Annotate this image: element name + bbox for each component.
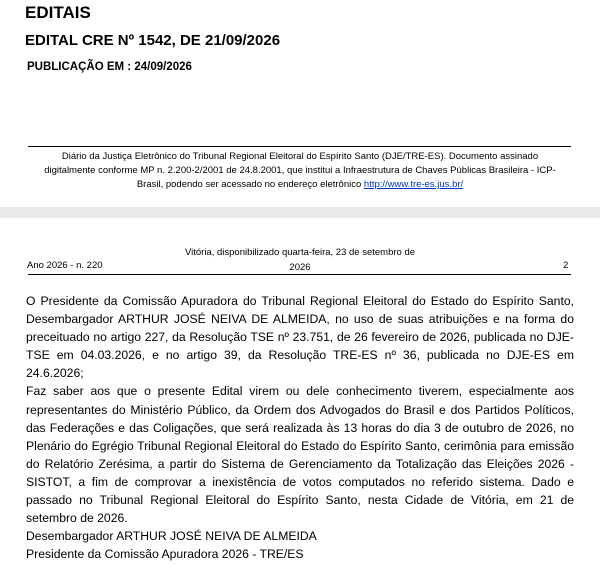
header-divider bbox=[28, 274, 571, 275]
publication-date: PUBLICAÇÃO EM : 24/09/2026 bbox=[27, 61, 192, 73]
page-header-center bbox=[140, 245, 460, 275]
body-paragraph: O Presidente da Comissão Apuradora do Tribunal Regional Eleitoral do Estado do Espírito Santo, Desembargador ARTHUR JOSÉ NEIVA DE ALMEIDA, no uso de suas atribuições e na forma do preceituado no artigo 227, da Resolução TSE nº 23.751, de 26 fevereiro de 2026, publicada no DJE-TSE em 04.03.2026, e no artigo 39, da Resolução TRE-ES nº 36, publicada no DJE-ES em 24.6.2026; bbox=[26, 294, 574, 381]
tre-es-link[interactable]: http://www.tre-es.jus.br/ bbox=[363, 179, 464, 190]
page-break bbox=[0, 207, 600, 218]
edital-title: EDITAL CRE Nº 1542, DE 21/09/2026 bbox=[25, 32, 281, 49]
signature-note bbox=[40, 150, 560, 192]
signer-role: Presidente da Comissão Apuradora 2026 - TRE/ES bbox=[26, 547, 304, 562]
page-header-issue: Ano 2026 - n. 220 bbox=[27, 260, 103, 271]
body-paragraph: Faz saber aos que o presente Edital virem ou dele conhecimento tiverem, especialmente aos representantes do Ministério Público, da Ordem dos Advogados do Brasil e dos Partidos Políticos, das Federações e das Coligações, que será realizada às 13 horas do dia 3 de outubro de 2026, no Plenário do Egrégio Tribunal Regional Eleitoral do Estado do Espírito Santo, cerimônia para emissão do Relatório Zerésima, a partir do Sistema de Gerenciamento da Totalização das Eleições 2026 - SISTOT, a fim de comprovar a inexistência de votos computados no referido sistema. Dado e passado no Tribunal Regional Eleitoral do Espírito Santo, nesta Cidade de Vitória, em 21 de setembro de 2026. bbox=[26, 384, 574, 526]
divider bbox=[28, 146, 571, 147]
page-number: 2 bbox=[563, 260, 569, 271]
page-header-year: 2026 bbox=[289, 262, 311, 273]
section-title: EDITAIS bbox=[25, 3, 91, 22]
signer-name: Desembargador ARTHUR JOSÉ NEIVA DE ALMEIDA bbox=[26, 529, 317, 544]
signature-note-text: Diário da Justiça Eletrônico do Tribunal Regional Eleitoral do Espírito Santo (DJE/TRE-ES). Documento assinado digitalmente conforme MP n. 2.200-2/2001 de 24.8.2001, que institui a Infraestrutura de Chaves Públicas Brasileira - ICP-Brasil, podendo ser acessado no endereço eletrônico bbox=[44, 151, 556, 190]
page-header-date: Vitória, disponibilizado quarta-feira, 23 de setembro de bbox=[184, 247, 416, 258]
edital-body bbox=[26, 292, 574, 563]
